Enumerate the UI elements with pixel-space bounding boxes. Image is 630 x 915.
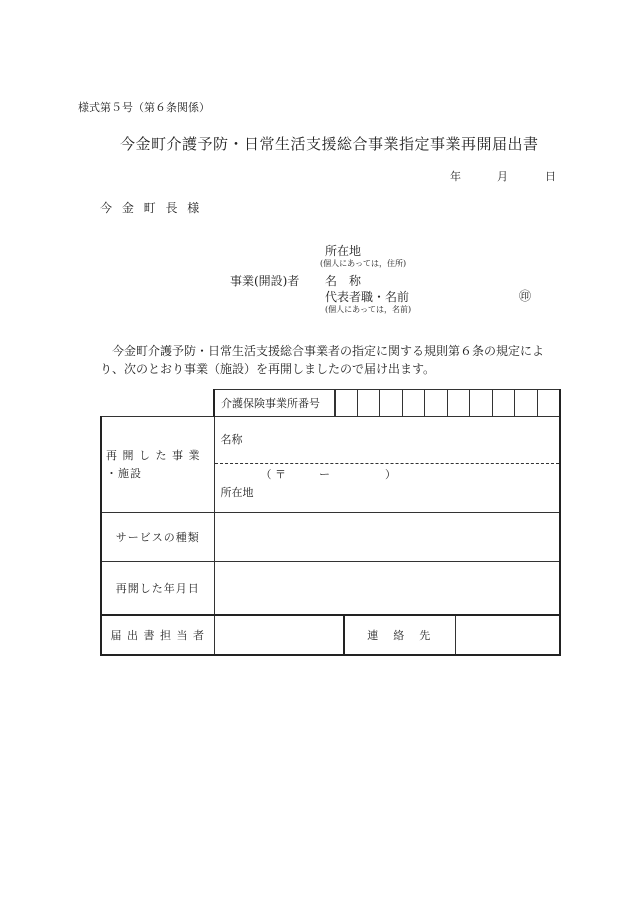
address-label: 所在地 (325, 244, 362, 258)
reporter-label: 届 出 書 担 当 者 (101, 615, 214, 655)
address-note: (個人にあっては，住所) (320, 259, 407, 268)
office-number-boxes (335, 390, 560, 416)
applicant-role-label: 事業(開設)者 (230, 274, 300, 288)
seal-mark: ㊞ (519, 289, 532, 303)
date-year: 年 (450, 170, 461, 183)
service-type-label: サービスの種類 (101, 513, 214, 562)
postal-code-line: （ 〒 ー ） (215, 463, 560, 482)
reopen-date-row (101, 562, 560, 615)
report-table (100, 389, 561, 656)
name-label: 名 称 (325, 274, 362, 288)
date-day: 日 (545, 170, 556, 183)
representative-note: (個人にあっては，名前) (325, 305, 412, 314)
facility-input-area[interactable] (214, 417, 560, 513)
facility-name-label: 名称 (220, 433, 243, 446)
office-number-label: 介護保険事業所番号 (214, 390, 334, 417)
reporter-input[interactable] (214, 615, 344, 655)
reopen-date-input[interactable] (214, 562, 560, 615)
form-number: 様式第５号（第６条関係） (78, 101, 210, 114)
facility-row (101, 417, 560, 513)
date-month: 月 (497, 170, 508, 183)
addressee: 今 金 町 長 様 (100, 201, 203, 215)
facility-address-label: 所在地 (220, 486, 254, 499)
representative-label: 代表者職・名前 (325, 290, 410, 304)
service-type-input[interactable] (214, 513, 560, 562)
blank-corner (101, 390, 214, 417)
office-number-row (101, 390, 560, 417)
reopen-date-label: 再開した年月日 (101, 562, 214, 615)
contact-label: 連 絡 先 (344, 615, 455, 655)
office-number-input[interactable] (334, 390, 560, 417)
service-type-row (101, 513, 560, 562)
reporter-row (101, 615, 560, 655)
document-title: 今金町介護予防・日常生活支援総合事業指定事業再開届出書 (120, 135, 539, 153)
body-text: 今金町介護予防・日常生活支援総合事業者の指定に関する規則第６条の規定により、次のとおり事業（施設）を再開しましたので届け出ます。 (100, 344, 545, 376)
facility-label (101, 417, 214, 513)
facility-label-line2: ・施設 (106, 466, 142, 480)
contact-input[interactable] (455, 615, 560, 655)
facility-label-line1: 再 開 し た 事 業 (106, 448, 201, 462)
